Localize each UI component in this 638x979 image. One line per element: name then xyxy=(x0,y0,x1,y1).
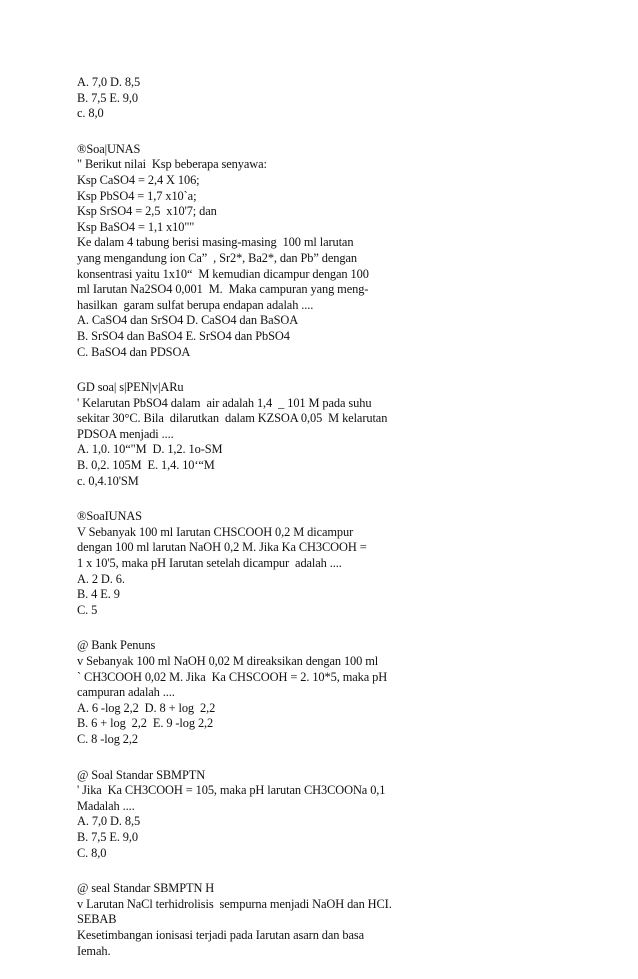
text-line: GD soa| s|PEN|v|ARu xyxy=(77,380,184,395)
text-line: Iemah. xyxy=(77,943,111,958)
text-line: C. BaSO4 dan PDSOA xyxy=(77,344,191,359)
text-line: V Sebanyak 100 ml Iarutan CHSCOOH 0,2 M dicampur xyxy=(77,524,354,539)
text-line: campuran adalah .... xyxy=(77,685,175,700)
text-line: c. 8,0 xyxy=(77,106,104,121)
text-block xyxy=(77,638,577,747)
text-line: A. CaSO4 dan SrSO4 D. CaSO4 dan BaSOA xyxy=(77,313,299,328)
text-line: C. 5 xyxy=(77,602,98,617)
text-line: A. 7,0 D. 8,5 xyxy=(77,814,141,829)
text-line: B. 7,5 E. 9,0 xyxy=(77,829,138,844)
text-line: @ Bank Penuns xyxy=(77,638,156,653)
text-line: A. 7,0 D. 8,5 xyxy=(77,75,141,89)
text-line: sekitar 30°C. Bila dilarutkan dalam KZSOA 0,05 M kelarutan xyxy=(77,411,388,426)
text-line: PDSOA menjadi .... xyxy=(77,426,174,441)
text-line: C. 8 -log 2,2 xyxy=(77,731,138,746)
text-line: B. 6 + log 2,2 E. 9 -log 2,2 xyxy=(77,716,214,731)
text-line: A. 2 D. 6. xyxy=(77,571,125,586)
text-line: ' Kelarutan PbSO4 dalam air adalah 1,4 _ 101 M pada suhu xyxy=(77,395,372,410)
text-line: Madalah .... xyxy=(77,798,135,813)
text-line: B. 4 E. 9 xyxy=(77,587,120,602)
text-line: ` CH3COOH 0,02 M. Jika Ka CHSCOOH = 2. 10*5, maka pH xyxy=(77,669,388,684)
text-block xyxy=(77,142,577,360)
text-line: B. SrSO4 dan BaSO4 E. SrSO4 dan PbSO4 xyxy=(77,328,290,343)
text-line: Ksp CaSO4 = 2,4 X 106; xyxy=(77,172,200,187)
text-line: Kesetimbangan ionisasi terjadi pada Iarutan asarn dan basa xyxy=(77,927,364,942)
text-line: B. 7,5 E. 9,0 xyxy=(77,90,138,105)
text-block xyxy=(77,380,577,489)
text-line: v Larutan NaCl terhidrolisis sempurna menjadi NaOH dan HCI. xyxy=(77,896,392,911)
text-line: @ seal Standar SBMPTN H xyxy=(77,881,215,896)
text-line: ml Iarutan Na2SO4 0,001 M. Maka campuran yang meng- xyxy=(77,282,369,297)
text-line: @ Soal Standar SBMPTN xyxy=(77,767,206,782)
text-line: A. 1,0. 10“"M D. 1,2. 1o-SM xyxy=(77,442,223,457)
text-line: SEBAB xyxy=(77,912,117,927)
text-line: B. 0,2. 105M E. 1,4. 10‘“M xyxy=(77,458,215,473)
text-line: ®Soa|UNAS xyxy=(77,141,141,156)
text-line: hasilkan garam sulfat berupa endapan adalah .... xyxy=(77,297,314,312)
text-block xyxy=(77,768,577,862)
text-line: yang mengandung ion Ca” , Sr2*, Ba2*, dan Pb” dengan xyxy=(77,250,357,265)
text-line: Ke dalam 4 tabung berisi masing-masing 100 ml larutan xyxy=(77,235,354,250)
text-line: A. 6 -log 2,2 D. 8 + log 2,2 xyxy=(77,700,216,715)
text-line: Ksp BaSO4 = 1,1 x10"" xyxy=(77,219,195,234)
text-line: c. 0,4.10'SM xyxy=(77,473,139,488)
text-line: 1 x 10'5, maka pH Iarutan setelah dicampur adalah .... xyxy=(77,556,342,571)
text-line: konsentrasi yaitu 1x10“ M kemudian dicampur dengan 100 xyxy=(77,266,369,281)
text-line: Ksp PbSO4 = 1,7 x10`a; xyxy=(77,188,197,203)
text-block xyxy=(77,509,577,618)
text-block xyxy=(77,881,577,959)
text-block xyxy=(77,75,577,122)
text-line: C. 8,0 xyxy=(77,845,107,860)
document-page xyxy=(77,75,577,979)
text-line: " Berikut nilai Ksp beberapa senyawa: xyxy=(77,157,267,172)
text-line: dengan 100 ml larutan NaOH 0,2 M. Jika Ka CH3COOH = xyxy=(77,540,367,555)
text-line: Ksp SrSO4 = 2,5 x10'7; dan xyxy=(77,204,217,219)
text-line: ®SoaIUNAS xyxy=(77,509,142,524)
text-line: v Sebanyak 100 ml NaOH 0,02 M direaksikan dengan 100 ml xyxy=(77,654,379,668)
text-line: ' Jika Ka CH3COOH = 105, maka pH larutan CH3COONa 0,1 xyxy=(77,783,386,798)
